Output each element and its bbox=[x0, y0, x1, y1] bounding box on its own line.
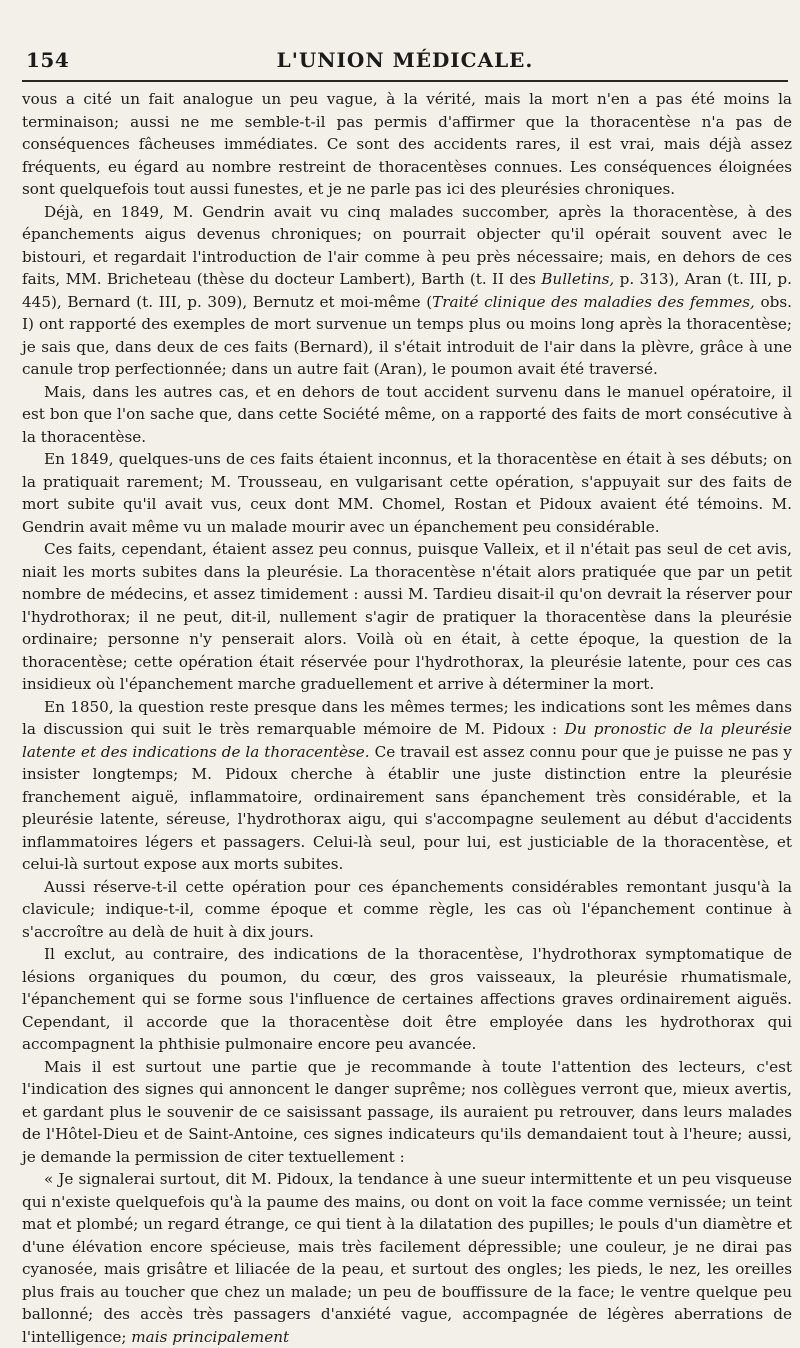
paragraph bbox=[22, 88, 792, 201]
text-run: Mais, dans les autres cas, et en dehors de tout accident survenu dans le manuel opératoire, il est bon que l'on sache que, dans cette Société même, on a rapporté des faits de mort consécutive à la thoracentèse. bbox=[22, 382, 792, 446]
page-header bbox=[22, 40, 788, 82]
text-run: Ces faits, cependant, étaient assez peu connus, puisque Valleix, et il n'était pas seul de cet avis, niait les morts subites dans la pleurésie. La thoracentèse n'était alors pratiquée que par un petit nombre de médecins, et assez timidement : aussi M. Tardieu disait-il qu'on devrait la réserver pour l'hydrothorax; il ne peut, dit-il, nullement s'agir de pratiquer la thoracentèse dans la pleurésie ordinaire; personne n'y penserait alors. Voilà où en était, à cette époque, la question de la thoracentèse; cette opération était réservée pour l'hydrothorax, la pleurésie latente, pour ces cas insidieux où l'épanchement marche graduellement et arrive à déterminer la mort. bbox=[22, 540, 792, 693]
page-number: 154 bbox=[26, 48, 70, 72]
paragraph bbox=[22, 201, 792, 381]
text-run: vous a cité un fait analogue un peu vague, à la vérité, mais la mort n'en a pas été moins la terminaison; aussi ne me semble-t-il pas permis d'affirmer que la thoracentèse n'a pas de conséquences fâcheuses immédiates. Ce sont des accidents rares, il est vrai, mais déjà assez fréquents, eu égard au nombre restreint de thoracentèses connues. Les conséquences éloignées sont quelquefois tout aussi funestes, et je ne parle pas ici des pleurésies chroniques. bbox=[22, 90, 792, 198]
text-run: En 1850, la question reste presque dans les mêmes termes; les indications sont les mêmes dans la discussion qui suit le très remarquable mémoire de M. Pidoux : bbox=[22, 697, 792, 738]
italic-text: mais principalement bbox=[131, 1327, 290, 1346]
text-run: « Je signalerai surtout, dit M. Pidoux, la tendance à une sueur intermittente et un peu visqueuse qui n'existe quelquefois qu'à la paume des mains, ou dont on voit la face comme vernissée; un teint mat et plombé; un regard étrange, ce qui tient à la dilatation des pupilles; le pouls d'un diamètre et d'une élévation encore spécieuse, mais très facilement dépressible; une couleur, je ne dirai pas cyanosée, mais grisâtre et liliacée de la peau, et surtout des ongles; les pieds, le nez, les oreilles plus frais au toucher que chez un malade; un peu de bouffissure de la face; le ventre quelque peu ballonné; des accès très passagers d'anxiété vague, accompagnée de légères aberrations de l'intelligence; bbox=[22, 1170, 792, 1346]
paragraph bbox=[22, 943, 792, 1056]
paragraph bbox=[22, 876, 792, 944]
paragraph bbox=[22, 1168, 792, 1348]
text-run: p. 313), Aran (t. III, p. 445), Bernard (t. III, p. 309), Bernutz et moi-même ( bbox=[22, 270, 792, 311]
italic-text: Du pronostic de la pleurésie latente et des indications de la thoracentèse. bbox=[22, 720, 792, 761]
text-run: En 1849, quelques-uns de ces faits étaient inconnus, et la thoracentèse en était à ses débuts; on la pratiquait rarement; M. Trousseau, en vulgarisant cette opération, s'appuyait sur des faits de mort subite qu'il avait vus, ceux dont MM. Chomel, Rostan et Pidoux avaient été témoins. M. Gendrin avait même vu un malade mourir avec un épanchement peu considérable. bbox=[22, 450, 792, 536]
text-run: obs. I) ont rapporté des exemples de mort survenue un temps plus ou moins long après la thoracentèse; je sais que, dans deux de ces faits (Bernard), il s'était introduit de l'air dans la plèvre, grâce à une canule trop perfectionnée; dans un autre fait (Aran), le poumon avait été traversé. bbox=[22, 292, 792, 378]
italic-text: Bulletins, bbox=[541, 270, 615, 288]
body-text bbox=[22, 88, 792, 1348]
text-run: Déjà, en 1849, M. Gendrin avait vu cinq malades succomber, après la thoracentèse, à des épanchements aigus devenus chroniques; on pourrait objecter qu'il opérait souvent avec le bistouri, et regardait l'introduction de l'air comme à peu près nécessaire; mais, en dehors de ces faits, MM. Bricheteau (thèse du docteur Lambert), Barth (t. II des bbox=[22, 202, 792, 288]
text-run: Ce travail est assez connu pour que je puisse ne pas y insister longtemps; M. Pidoux cherche à établir une juste distinction entre la pleurésie franchement aiguë, inflammatoire, ordinairement sans épanchement très considérable, et la pleurésie latente, séreuse, l'hydrothorax aigu, qui s'accompagne seulement au début d'accidents inflammatoires légers et passagers. Celui-là seul, pour lui, est justiciable de la thoracentèse, et celui-là surtout expose aux morts subites. bbox=[22, 742, 792, 873]
running-head: L'UNION MÉDICALE. bbox=[276, 48, 534, 72]
paragraph bbox=[22, 448, 792, 538]
text-run: Aussi réserve-t-il cette opération pour ces épanchements considérables remontant jusqu'à la clavicule; indique-t-il, comme époque et comme règle, les cas où l'épanchement continue à s'accroître au delà de huit à dix jours. bbox=[22, 877, 792, 941]
paragraph bbox=[22, 1056, 792, 1169]
italic-text: Traité clinique des maladies des femmes, bbox=[432, 292, 755, 311]
paragraph bbox=[22, 538, 792, 696]
text-run: Mais il est surtout une partie que je recommande à toute l'attention des lecteurs, c'est l'indication des signes qui annoncent le danger suprême; nos collègues verront que, mieux avertis, et gardant plus le souvenir de ce saisissant passage, ils auraient pu retrouver, dans leurs malades de l'Hôtel-Dieu et de Saint-Antoine, ces signes indicateurs qu'ils demandaient tout à l'heure; aussi, je demande la permission de citer textuellement : bbox=[22, 1057, 792, 1166]
paragraph bbox=[22, 696, 792, 876]
paragraph bbox=[22, 381, 792, 449]
text-run: Il exclut, au contraire, des indications de la thoracentèse, l'hydrothorax symptomatique de lésions organiques du poumon, du cœur, des gros vaisseaux, la pleurésie rhumatismale, l'épanchement qui se forme sous l'influence de certaines affections graves ordinairement aiguës. Cependant, il accorde que la thoracentèse doit être employée dans les hydrothorax qui accompagnent la phthisie pulmonaire encore peu avancée. bbox=[22, 945, 792, 1053]
